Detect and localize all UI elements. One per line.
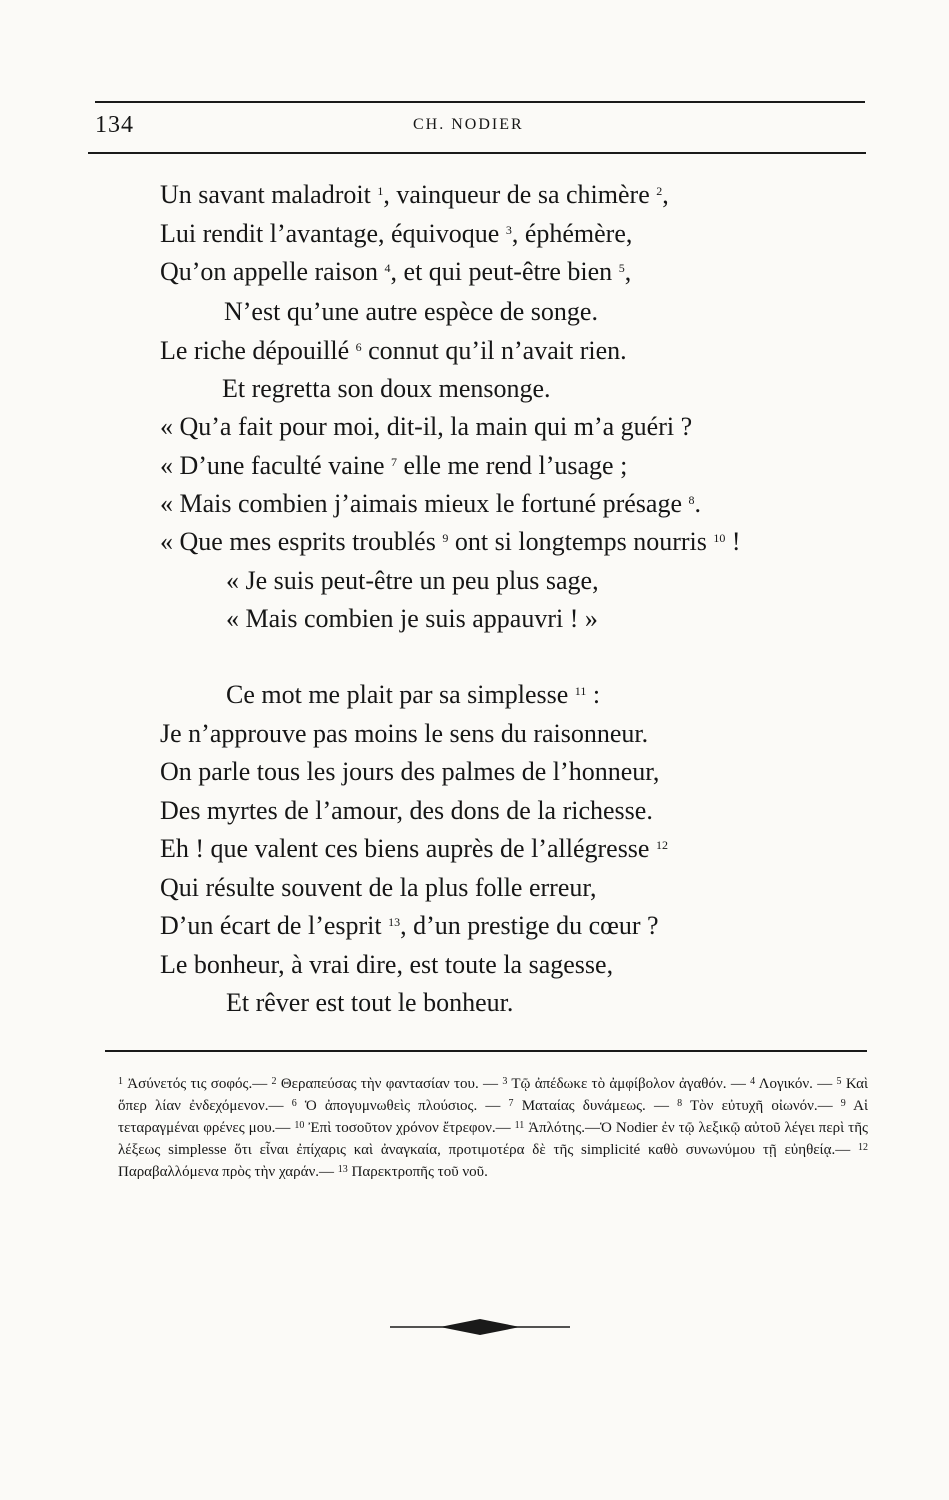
footnote xyxy=(272,1076,503,1092)
verse-text: Le riche dépouillé xyxy=(160,336,356,365)
footnote-number: 4 xyxy=(750,1076,756,1087)
verse-text: : xyxy=(586,680,601,709)
header-rule xyxy=(88,152,866,154)
verse-text: N’est qu’une autre espèce de songe. xyxy=(224,297,598,326)
page-header xyxy=(95,112,865,142)
note-marker: 3 xyxy=(505,223,512,237)
footnote-text: Ἀσύνετός τις σοφός.— xyxy=(123,1076,272,1092)
footnote-number: 7 xyxy=(508,1098,514,1109)
footnotes xyxy=(118,1073,868,1183)
footnote-number: 6 xyxy=(291,1098,297,1109)
poem-line xyxy=(160,911,659,941)
poem-line xyxy=(160,219,632,249)
verse-text: D’un écart de l’esprit xyxy=(160,911,389,940)
footnote-number: 10 xyxy=(294,1120,305,1131)
footnote-text: Τὸν εὐτυχῆ οἰωνόν.— xyxy=(682,1098,841,1114)
running-head: CH. NODIER xyxy=(413,116,524,133)
poem-line xyxy=(222,374,551,404)
verse-text: Ce mot me plait par sa simplesse xyxy=(226,680,575,709)
poem-line xyxy=(160,257,631,287)
poem-line xyxy=(160,796,653,826)
verse-text: , vainqueur de sa chimère xyxy=(383,180,657,209)
footnote xyxy=(118,1076,272,1092)
footnote-number: 1 xyxy=(118,1076,123,1087)
verse-text: « Qu’a fait pour moi, dit-il, la main qui m’a guéri ? xyxy=(160,412,693,441)
footnote-text: Τῷ ἀπέδωκε τὸ ἀμφίβολον ἀγαθόν. — xyxy=(507,1076,751,1092)
verse-text: , et qui peut-être bien xyxy=(390,257,619,286)
poem-line xyxy=(160,412,692,442)
footnote-number: 11 xyxy=(514,1120,525,1131)
poem-line xyxy=(224,297,598,327)
poem-line xyxy=(226,566,599,596)
poem-line xyxy=(160,834,668,864)
poem-line xyxy=(160,719,648,749)
poem-line xyxy=(160,873,597,903)
verse-text: . xyxy=(694,489,702,518)
verse-text: , xyxy=(624,257,632,286)
note-marker: 5 xyxy=(618,261,625,275)
note-marker: 11 xyxy=(574,684,587,698)
footnote-number: 2 xyxy=(271,1076,277,1087)
footnote-text: Θεραπεύσας τὴν φαντασίαν του. — xyxy=(276,1076,503,1092)
footnote xyxy=(509,1098,678,1114)
verse-text: « Que mes esprits troublés xyxy=(160,527,443,556)
footnote-text: Ὁ ἀπογυμνωθεὶς πλούσιος. — xyxy=(296,1098,509,1114)
footnote-text: Καὶ ὅπερ λίαν ἐνδεχόμενον.— xyxy=(118,1076,869,1114)
verse-text: , xyxy=(662,180,669,209)
verse-text: On parle tous les jours des palmes de l’honneur, xyxy=(160,757,660,786)
footnote-text: Αἱ τεταραγμέναι φρένες μου.— xyxy=(118,1098,868,1136)
verse-text: Je n’approuve pas moins le sens du raisonneur. xyxy=(160,719,649,748)
note-marker: 12 xyxy=(655,838,668,852)
verse-text: Qu’on appelle raison xyxy=(160,257,385,286)
poem-line xyxy=(160,336,627,366)
poem-line xyxy=(226,604,598,634)
verse-text: elle me rend l’usage ; xyxy=(397,451,628,480)
note-marker: 9 xyxy=(442,531,449,545)
footnote-text: Παραβαλλόμενα πρὸς τὴν χαράν.— xyxy=(118,1164,338,1180)
poem-line xyxy=(160,950,613,980)
verse-text: « Mais combien je suis appauvri ! » xyxy=(226,604,598,633)
verse-text: ont si longtemps nourris xyxy=(448,527,714,556)
footnote-number: 3 xyxy=(502,1076,508,1087)
verse-text: , d’un prestige du cœur ? xyxy=(400,911,659,940)
footnote-text: Ἁπλότης.—Ὁ Nodier ἐν τῷ λεξικῷ αὐτοῦ λέγει περὶ τῆς λέξεως simplesse ὅτι εἶναι ἐπίχαρις καὶ ἀναγκαία, προτιμοτέρα δὲ τῆς simplicité καθὸ συνωνύμου τῇ εὐηθείᾳ.— xyxy=(118,1120,868,1158)
note-marker: 8 xyxy=(688,493,695,507)
verse-text: « D’une faculté vaine xyxy=(160,451,392,480)
poem-line xyxy=(226,680,600,710)
verse-text: ! xyxy=(725,527,741,556)
page-number: 134 xyxy=(95,112,134,138)
verse-text: Le bonheur, à vrai dire, est toute la sagesse, xyxy=(160,950,614,979)
note-marker: 7 xyxy=(391,455,398,469)
verse-text: , éphémère, xyxy=(511,219,633,248)
footnote-number: 5 xyxy=(836,1076,842,1087)
note-marker: 4 xyxy=(384,261,391,275)
poem-line xyxy=(160,180,669,210)
footnote xyxy=(294,1120,514,1136)
note-marker: 10 xyxy=(713,531,726,545)
note-marker: 13 xyxy=(388,915,401,929)
top-rule xyxy=(95,101,865,103)
footnote-number: 9 xyxy=(840,1098,846,1109)
footnote-rule xyxy=(105,1050,867,1052)
footnote-number: 12 xyxy=(858,1142,868,1153)
footnote-text: Παρεκτροπῆς τοῦ νοῦ. xyxy=(347,1164,488,1180)
footnote-number: 8 xyxy=(677,1098,683,1109)
footnote-text: Ἐπὶ τοσοῦτον χρόνον ἔτρεφον.— xyxy=(304,1120,515,1136)
poem-line xyxy=(226,988,513,1018)
footnote xyxy=(292,1098,509,1114)
verse-text: Qui résulte souvent de la plus folle erreur, xyxy=(160,873,597,902)
poem-line xyxy=(160,489,701,519)
poem-line xyxy=(160,757,659,787)
poem-line xyxy=(160,527,741,557)
verse-text: Et rêver est tout le bonheur. xyxy=(226,988,514,1017)
verse-text: connut qu’il n’avait rien. xyxy=(361,336,627,365)
poem-line xyxy=(160,451,627,481)
verse-text: « Mais combien j’aimais mieux le fortuné présage xyxy=(160,489,689,518)
note-marker: 6 xyxy=(355,340,362,354)
verse-text: Et regretta son doux mensonge. xyxy=(222,374,551,403)
note-marker: 1 xyxy=(377,184,384,198)
verse-text: Lui rendit l’avantage, équivoque xyxy=(160,219,506,248)
footnote-text: Λογικόν. — xyxy=(755,1076,837,1092)
footnote-text: Ματαίας δυνάμεως. — xyxy=(513,1098,678,1114)
verse-text: Des myrtes de l’amour, des dons de la richesse. xyxy=(160,796,653,825)
verse-text: Eh ! que valent ces biens auprès de l’allégresse xyxy=(160,834,656,863)
footnote xyxy=(677,1098,841,1114)
footnote-number: 13 xyxy=(337,1164,348,1175)
footnote xyxy=(502,1076,750,1092)
tailpiece-ornament xyxy=(390,1316,570,1338)
verse-text: Un savant maladroit xyxy=(160,180,378,209)
note-marker: 2 xyxy=(656,184,663,198)
footnote xyxy=(338,1164,488,1180)
verse-text: « Je suis peut-être un peu plus sage, xyxy=(226,566,599,595)
footnote xyxy=(750,1076,836,1092)
